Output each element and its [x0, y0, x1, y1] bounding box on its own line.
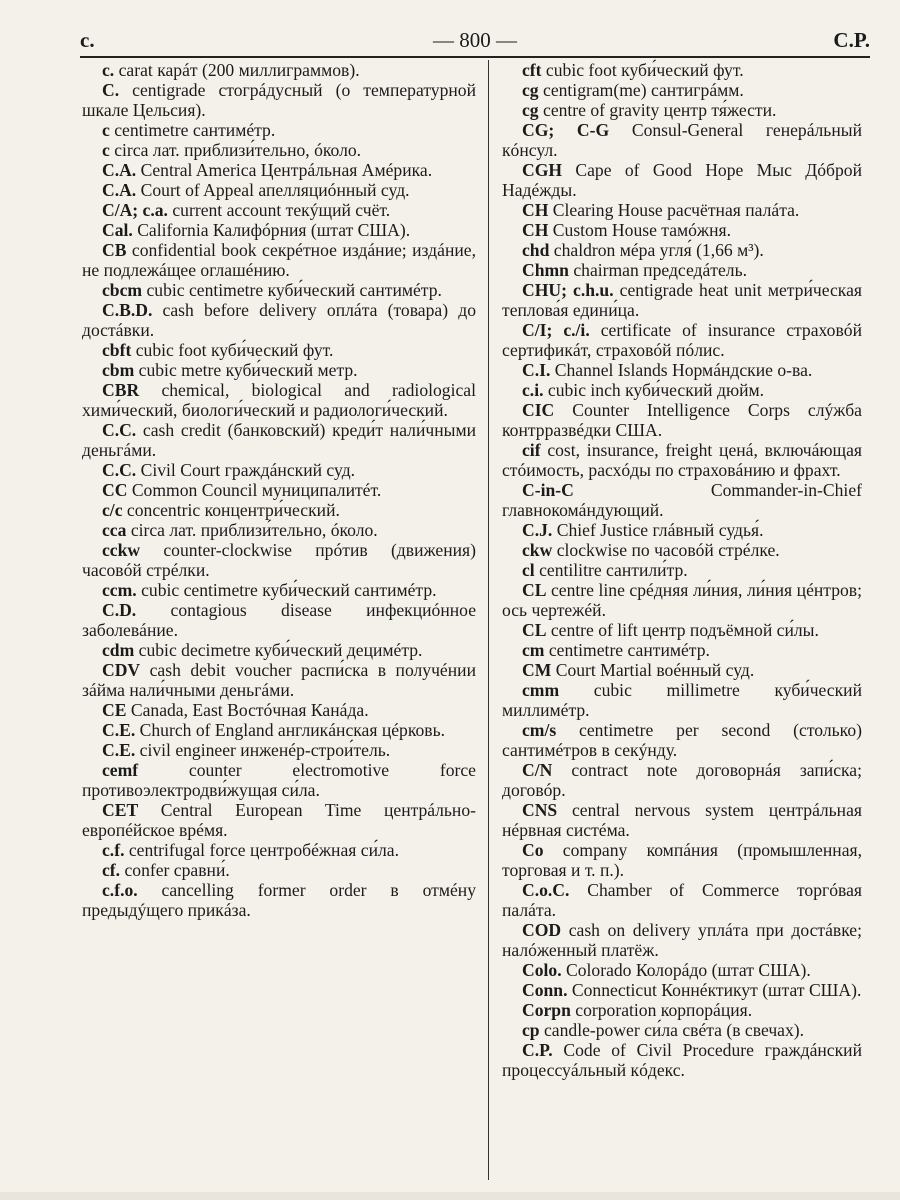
entry-definition: centimetre per second (столько) сантимéтров в секýнду.: [502, 720, 862, 760]
entry-abbreviation: C.D.: [102, 600, 137, 620]
entry-definition: Chief Justice глáвный судья́.: [552, 520, 764, 540]
entry-definition: Church of England англикáнская цéрковь.: [135, 720, 446, 740]
dictionary-entry: [82, 540, 476, 580]
dictionary-entry: [82, 240, 476, 280]
entry-abbreviation: CH: [522, 220, 549, 240]
column-divider: [488, 60, 489, 1180]
dictionary-entry: [82, 760, 476, 800]
entry-abbreviation: C.C.: [102, 460, 137, 480]
entry-definition: cubic foot куби́ческий фут.: [541, 60, 744, 80]
entry-definition: chairman председáтель.: [568, 260, 747, 280]
dictionary-entry: [82, 60, 476, 80]
entry-definition: cubic centimetre куби́ческий сантимéтр.: [136, 580, 437, 600]
entry-definition: circa лат. приблизи́тельно, óколо.: [126, 520, 378, 540]
dictionary-entry: [82, 140, 476, 160]
dictionary-entry: [82, 640, 476, 660]
dictionary-entry: [82, 860, 476, 880]
entry-abbreviation: C.o.C.: [522, 880, 570, 900]
dictionary-entry: [502, 480, 862, 520]
dictionary-entry: [502, 260, 862, 280]
entry-abbreviation: cemf: [102, 760, 139, 780]
entry-definition: cost, insurance, freight ценá, включáющая стóимость, расхóды по страховáнию и фрахт.: [502, 440, 862, 480]
entry-definition: Code of Civil Procedure граждáнский процессуáльный кóдекс.: [502, 1040, 862, 1080]
dictionary-entry: [502, 320, 862, 360]
page-bottom-edge: [0, 1192, 900, 1200]
entry-definition: centimetre сантимéтр.: [544, 640, 710, 660]
entry-definition: contract note договорнáя запи́ска; договóр.: [502, 760, 862, 800]
dictionary-entry: [82, 500, 476, 520]
entry-definition: Chamber of Commerce торгóвая палáта.: [502, 880, 862, 920]
entry-abbreviation: C.J.: [522, 520, 553, 540]
dictionary-entry: [82, 520, 476, 540]
entry-definition: counter-clockwise прóтив (движения) часовóй стрéлки.: [82, 540, 476, 580]
dictionary-entry: [502, 1040, 862, 1080]
dictionary-entry: [502, 660, 862, 680]
entry-definition: circa лат. приблизи́тельно, óколо.: [109, 140, 362, 160]
dictionary-entry: [502, 1020, 862, 1040]
entry-definition: Court of Appeal апелляциóнный суд.: [136, 180, 410, 200]
entry-abbreviation: cg: [522, 80, 539, 100]
entry-abbreviation: CHU; c.h.u.: [522, 280, 614, 300]
entry-abbreviation: CM: [522, 660, 552, 680]
entry-abbreviation: C.B.D.: [102, 300, 153, 320]
entry-abbreviation: CG; C-G: [522, 120, 610, 140]
entry-abbreviation: COD: [522, 920, 562, 940]
dictionary-entry: [502, 1000, 862, 1020]
entry-abbreviation: c/c: [102, 500, 123, 520]
dictionary-entry: [502, 920, 862, 960]
entry-abbreviation: cckw: [102, 540, 141, 560]
entry-abbreviation: cbcm: [102, 280, 143, 300]
dictionary-entry: [502, 220, 862, 240]
entry-definition: centre line срéдняя ли́ния, ли́ния цéнтров; ось чертежéй.: [502, 580, 862, 620]
dictionary-entry: [82, 840, 476, 860]
entry-definition: chaldron мéра угля́ (1,66 м³).: [549, 240, 764, 260]
entry-abbreviation: C/I; c./i.: [522, 320, 590, 340]
entry-definition: centrifugal force центробéжная си́ла.: [124, 840, 399, 860]
dictionary-entry: [502, 800, 862, 840]
entry-definition: cubic foot куби́ческий фут.: [131, 340, 334, 360]
entry-definition: centigram(me) сантигрáмм.: [538, 80, 744, 100]
entry-abbreviation: C.A.: [102, 160, 137, 180]
entry-abbreviation: Co: [522, 840, 544, 860]
entry-abbreviation: cbft: [102, 340, 132, 360]
dictionary-entry: [82, 600, 476, 640]
dictionary-entry: [502, 620, 862, 640]
entry-definition: centre of lift центр подъёмной си́лы.: [546, 620, 819, 640]
entry-abbreviation: cl: [522, 560, 535, 580]
dictionary-entry: [502, 520, 862, 540]
entry-definition: centigrade стогрáдусный (о температурной шкале Цельсия).: [82, 80, 476, 120]
dictionary-entry: [82, 200, 476, 220]
dictionary-entry: [82, 360, 476, 380]
dictionary-entry: [82, 880, 476, 920]
dictionary-entry: [82, 700, 476, 720]
entry-abbreviation: C.: [102, 80, 120, 100]
entry-abbreviation: cca: [102, 520, 127, 540]
entry-definition: company компáния (промышленная, торговая и т. п.).: [502, 840, 862, 880]
dictionary-entry: [502, 360, 862, 380]
dictionary-entry: [502, 160, 862, 200]
dictionary-entry: [502, 540, 862, 560]
entry-abbreviation: c: [102, 120, 110, 140]
entry-definition: counter electromotive force противоэлектродви́жущая си́ла.: [82, 760, 476, 800]
entry-abbreviation: ccm.: [102, 580, 137, 600]
entry-abbreviation: CB: [102, 240, 127, 260]
entry-abbreviation: c.i.: [522, 380, 544, 400]
header-right-guide-word: C.P.: [833, 28, 870, 52]
entry-definition: candle-power си́ла свéта (в свечах).: [539, 1020, 805, 1040]
entry-abbreviation: C.E.: [102, 740, 136, 760]
entry-definition: cash credit (банковский) креди́т нали́чными деньгáми.: [82, 420, 476, 460]
entry-definition: concentric концентри́ческий.: [122, 500, 340, 520]
entry-definition: California Калифóрния (штат США).: [132, 220, 411, 240]
entry-definition: confer сравни́.: [120, 860, 230, 880]
page-number: — 800 —: [433, 28, 517, 52]
dictionary-entry: [82, 720, 476, 740]
entry-definition: corporation корпорáция.: [570, 1000, 753, 1020]
entry-definition: centre of gravity центр тя́жести.: [538, 100, 777, 120]
entry-definition: Colorado Колорáдо (штат США).: [561, 960, 811, 980]
entry-definition: centilitre сантили́тр.: [534, 560, 688, 580]
entry-abbreviation: Chmn: [522, 260, 569, 280]
entry-abbreviation: CGH: [522, 160, 563, 180]
dictionary-entry: [82, 160, 476, 180]
dictionary-entry: [502, 280, 862, 320]
entry-abbreviation: C/A; c.a.: [102, 200, 168, 220]
dictionary-entry: [82, 580, 476, 600]
entry-definition: Canada, East Востóчная Канáда.: [126, 700, 369, 720]
entry-abbreviation: C/N: [522, 760, 553, 780]
dictionary-entry: [502, 440, 862, 480]
entry-definition: Channel Islands Нормáндские о-ва.: [550, 360, 813, 380]
entry-abbreviation: cf.: [102, 860, 121, 880]
dictionary-entry: [502, 720, 862, 760]
entry-definition: chemical, biological and radiological хими́ческий, биологи́ческий и радиологи́ческий.: [82, 380, 476, 420]
entry-abbreviation: c.: [102, 60, 115, 80]
header-left-guide-word: c.: [80, 28, 95, 52]
entry-abbreviation: cp: [522, 1020, 540, 1040]
entry-abbreviation: c.f.: [102, 840, 125, 860]
entry-definition: Counter Intelligence Corps слýжба контрразвéдки США.: [502, 400, 862, 440]
entry-abbreviation: C.E.: [102, 720, 136, 740]
entry-definition: cubic centimetre куби́ческий сантимéтр.: [142, 280, 442, 300]
entry-definition: cubic metre куби́ческий метр.: [134, 360, 358, 380]
dictionary-entry: [502, 200, 862, 220]
entry-abbreviation: CBR: [102, 380, 140, 400]
entry-abbreviation: CL: [522, 620, 547, 640]
entry-abbreviation: C.P.: [522, 1040, 553, 1060]
entry-definition: centigrade heat unit метри́ческая теплова́я едини́ца.: [502, 280, 862, 320]
entry-definition: carat карáт (200 миллиграммов).: [114, 60, 360, 80]
dictionary-entry: [502, 400, 862, 440]
dictionary-entry: [82, 180, 476, 200]
entry-definition: cash on delivery уплáта при достáвке; налóженный платёж.: [502, 920, 862, 960]
dictionary-entry: [502, 240, 862, 260]
dictionary-entry: [82, 120, 476, 140]
entry-abbreviation: cm/s: [522, 720, 557, 740]
dictionary-entry: [502, 380, 862, 400]
entry-definition: civil engineer инженéр-строи́тель.: [135, 740, 391, 760]
dictionary-entry: [502, 120, 862, 160]
entry-abbreviation: CH: [522, 200, 549, 220]
entry-definition: current account текýщий счёт.: [167, 200, 391, 220]
left-column: [82, 60, 476, 920]
entry-abbreviation: chd: [522, 240, 550, 260]
entry-definition: Custom House тамóжня.: [548, 220, 731, 240]
entry-definition: cubic inch куби́ческий дюйм.: [543, 380, 765, 400]
entry-definition: confidential book секрéтное издáние; издáние, не подлежáщее оглашéнию.: [82, 240, 476, 280]
entry-definition: Clearing House расчётная палáта.: [548, 200, 800, 220]
page-header: [80, 22, 870, 58]
entry-abbreviation: CNS: [522, 800, 558, 820]
dictionary-entry: [82, 420, 476, 460]
entry-definition: cubic decimetre куби́ческий децимéтр.: [134, 640, 423, 660]
entry-definition: Court Martial воéнный суд.: [551, 660, 755, 680]
dictionary-entry: [82, 280, 476, 300]
entry-definition: Consul-General генерáльный кóнсул.: [502, 120, 862, 160]
entry-definition: Civil Court граждáнский суд.: [136, 460, 356, 480]
dictionary-entry: [502, 560, 862, 580]
dictionary-entry: [82, 460, 476, 480]
entry-abbreviation: cmm: [522, 680, 560, 700]
entry-abbreviation: C.A.: [102, 180, 137, 200]
entry-abbreviation: cft: [522, 60, 542, 80]
dictionary-entry: [82, 380, 476, 420]
entry-definition: cash before delivery оплáта (товара) до достáвки.: [82, 300, 476, 340]
dictionary-entry: [82, 480, 476, 500]
entry-definition: cancelling former order в отмéну предыдýщего прикáза.: [82, 880, 476, 920]
dictionary-entry: [502, 980, 862, 1000]
dictionary-entry: [502, 880, 862, 920]
entry-abbreviation: ckw: [522, 540, 553, 560]
entry-definition: Connecticut Коннéктикут (штат США).: [567, 980, 862, 1000]
entry-definition: cubic millimetre куби́ческий миллимéтр.: [502, 680, 862, 720]
right-column: [502, 60, 862, 1080]
entry-definition: clockwise по часовóй стрéлке.: [552, 540, 780, 560]
entry-definition: Common Council муниципалитéт.: [127, 480, 382, 500]
entry-definition: certificate of insurance страховóй сертификáт, страховóй пóлис.: [502, 320, 862, 360]
entry-definition: central nervous system центрáльная нéрвная систéма.: [502, 800, 862, 840]
entry-abbreviation: CDV: [102, 660, 141, 680]
entry-abbreviation: cif: [522, 440, 541, 460]
entry-abbreviation: C.C.: [102, 420, 137, 440]
entry-abbreviation: cbm: [102, 360, 135, 380]
entry-definition: centimetre сантимéтр.: [109, 120, 276, 140]
dictionary-entry: [82, 740, 476, 760]
entry-abbreviation: CL: [522, 580, 547, 600]
dictionary-entry: [82, 800, 476, 840]
entry-abbreviation: Conn.: [522, 980, 568, 1000]
entry-abbreviation: cm: [522, 640, 545, 660]
dictionary-entry: [82, 660, 476, 700]
entry-definition: Central America Центрáльная Амéрика.: [136, 160, 433, 180]
entry-abbreviation: CC: [102, 480, 128, 500]
entry-abbreviation: CE: [102, 700, 127, 720]
dictionary-entry: [502, 100, 862, 120]
dictionary-entry: [502, 840, 862, 880]
dictionary-entry: [502, 960, 862, 980]
entry-abbreviation: C-in-C: [522, 480, 574, 500]
entry-definition: Cape of Good Hope Мыс Дóброй Надéжды.: [502, 160, 862, 200]
dictionary-entry: [502, 640, 862, 660]
dictionary-entry: [502, 680, 862, 720]
entry-abbreviation: c: [102, 140, 110, 160]
dictionary-entry: [502, 60, 862, 80]
entry-abbreviation: Colo.: [522, 960, 562, 980]
entry-abbreviation: C.I.: [522, 360, 551, 380]
entry-abbreviation: Cal.: [102, 220, 133, 240]
dictionary-entry: [82, 340, 476, 360]
entry-abbreviation: cg: [522, 100, 539, 120]
entry-abbreviation: c.f.o.: [102, 880, 138, 900]
dictionary-entry: [502, 80, 862, 100]
entry-abbreviation: CIC: [522, 400, 555, 420]
dictionary-entry: [502, 580, 862, 620]
entry-definition: Commander-in-Chief главнокомáндующий.: [502, 480, 862, 520]
dictionary-entry: [82, 300, 476, 340]
dictionary-entry: [82, 80, 476, 120]
entry-abbreviation: Corpn: [522, 1000, 571, 1020]
dictionary-entry: [502, 760, 862, 800]
entry-definition: Central European Time центрáльно-европéйское врéмя.: [82, 800, 476, 840]
entry-definition: cash debit voucher распи́ска в получéнии зáйма нали́чными деньгáми.: [82, 660, 476, 700]
entry-definition: contagious disease инфекциóнное заболевáние.: [82, 600, 476, 640]
entry-abbreviation: CET: [102, 800, 139, 820]
dictionary-entry: [82, 220, 476, 240]
entry-abbreviation: cdm: [102, 640, 135, 660]
